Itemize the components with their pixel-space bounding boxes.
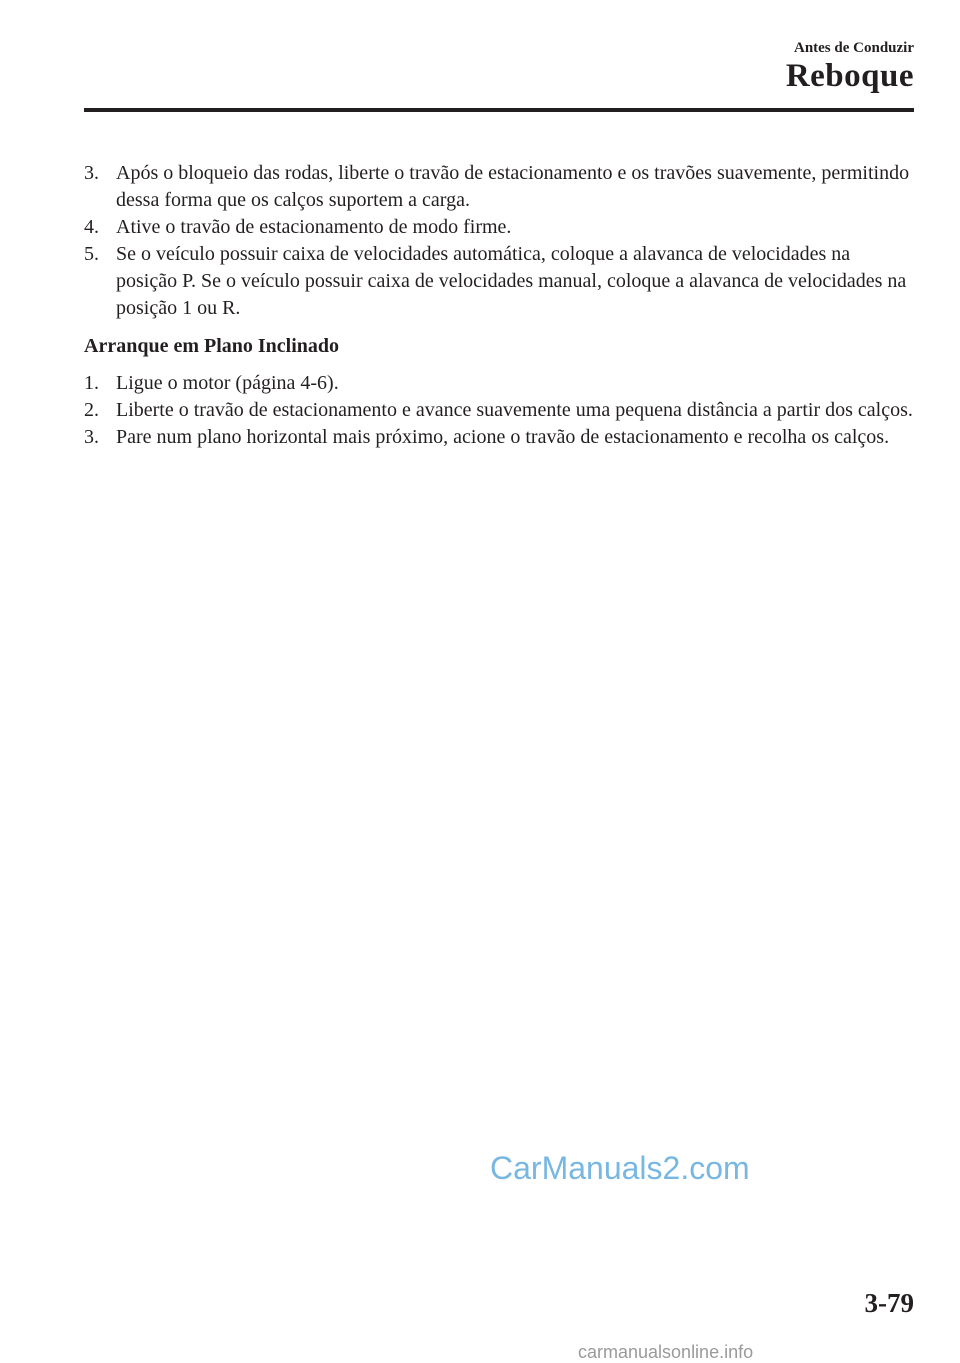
section-title: Reboque [785,58,914,94]
steps-list-securing [84,160,914,322]
list-item [84,214,914,241]
header-divider [84,108,914,112]
watermark: CarManuals2.com [490,1150,750,1186]
list-item [84,424,914,451]
step-text: Após o bloqueio das rodas, liberte o travão de estacionamento e os travões suavemente, permitindo dessa forma que os calços suportem a carga. [116,162,910,211]
footer-watermark: carmanualsonline.info [578,1342,754,1362]
subsection-heading: Arranque em Plano Inclinado [84,335,340,357]
list-item [84,370,914,397]
step-text: Ative o travão de estacionamento de modo firme. [116,216,512,238]
step-text: Pare num plano horizontal mais próximo, acione o travão de estacionamento e recolha os calços. [116,426,890,448]
chapter-title: Antes de Conduzir [793,40,914,56]
step-number: 2. [84,399,99,421]
step-number: 1. [84,372,99,394]
step-number: 4. [84,216,99,238]
step-number: 3. [84,162,99,184]
step-text: Liberte o travão de estacionamento e avance suavemente uma pequena distância a partir dos calços. [116,399,913,421]
steps-list-hill-start [84,370,914,451]
step-number: 3. [84,426,99,448]
step-text: Se o veículo possuir caixa de velocidades automática, coloque a alavanca de velocidades na posição P. Se o veículo possuir caixa de velocidades manual, coloque a alavanca de velocidades na posição 1 ou R. [116,243,907,319]
list-item [84,160,914,214]
step-text: Ligue o motor (página 4-6). [116,372,339,394]
list-item [84,241,914,322]
list-item [84,397,914,424]
page-content [84,160,914,451]
page-number: 3-79 [864,1288,914,1318]
step-number: 5. [84,243,99,265]
